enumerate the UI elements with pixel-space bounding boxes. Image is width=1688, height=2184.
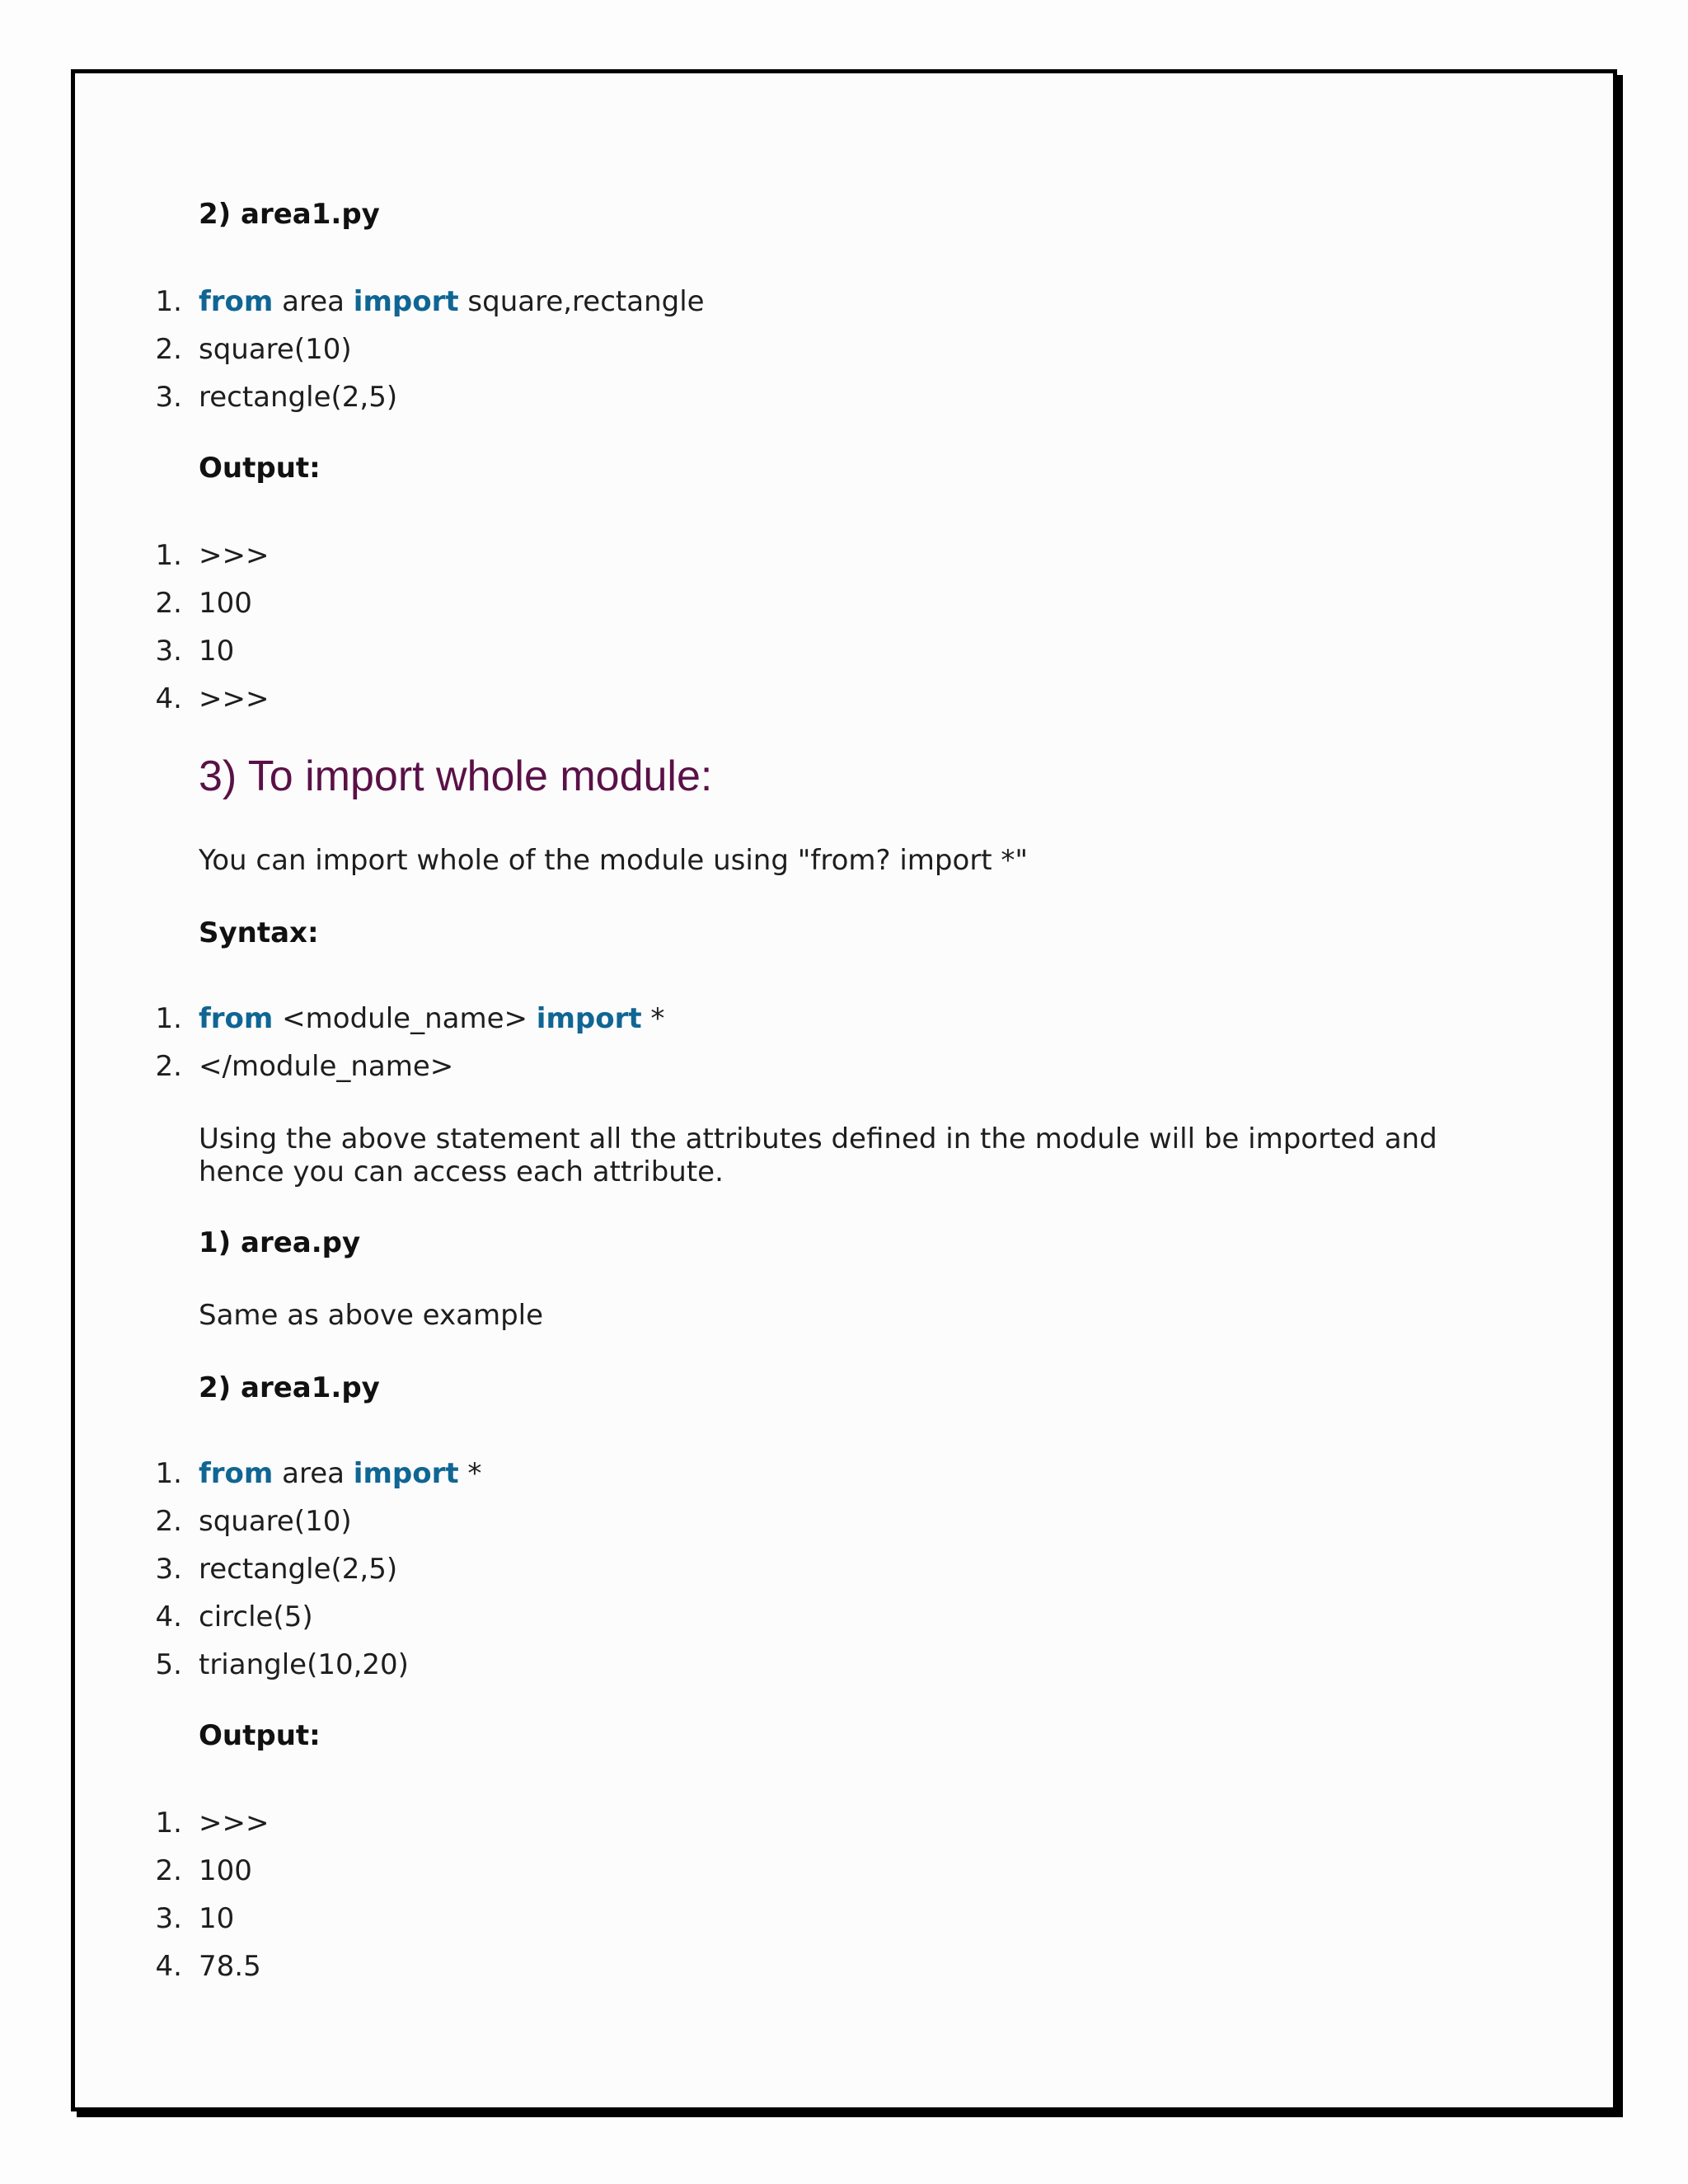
output-text: 78.5 <box>199 1950 261 1983</box>
line-number: 4. <box>155 1950 182 1983</box>
output-text: >>> <box>199 539 270 572</box>
line-number: 1. <box>155 539 182 572</box>
code-fragment: * <box>458 1457 482 1490</box>
output-text: 10 <box>199 635 235 668</box>
code-text <box>199 1457 481 1490</box>
line-number: 1. <box>155 1457 182 1490</box>
output-text: >>> <box>199 1807 270 1840</box>
intro-paragraph: You can import whole of the module using "from? import *" <box>199 844 1029 877</box>
output-label: Output: <box>199 1719 321 1752</box>
line-number: 2. <box>155 333 182 366</box>
page-frame <box>71 69 1617 2111</box>
line-number: 4. <box>155 1601 182 1633</box>
keyword: from <box>199 285 274 318</box>
file-heading-area1: 2) area1.py <box>199 1371 380 1404</box>
section-title: 3) To import whole module: <box>199 752 713 800</box>
code-text: triangle(10,20) <box>199 1648 409 1681</box>
code-text: square(10) <box>199 333 352 366</box>
keyword: import <box>353 285 459 318</box>
line-number: 2. <box>155 1050 182 1083</box>
code-text: square(10) <box>199 1505 352 1538</box>
code-text <box>199 285 705 318</box>
line-number: 1. <box>155 1807 182 1840</box>
file-heading-area: 1) area.py <box>199 1226 361 1259</box>
output-text: 10 <box>199 1902 235 1935</box>
keyword: from <box>199 1002 274 1035</box>
keyword: import <box>353 1457 459 1490</box>
code-text <box>199 1002 664 1035</box>
keyword: from <box>199 1457 274 1490</box>
syntax-label: Syntax: <box>199 916 319 949</box>
line-number: 1. <box>155 1002 182 1035</box>
code-text: </module_name> <box>199 1050 454 1083</box>
code-fragment: <module_name> <box>273 1002 537 1035</box>
output-label: Output: <box>199 452 321 485</box>
code-fragment: * <box>641 1002 665 1035</box>
line-number: 4. <box>155 682 182 715</box>
code-text: circle(5) <box>199 1601 313 1633</box>
line-number: 3. <box>155 1902 182 1935</box>
output-text: >>> <box>199 682 270 715</box>
code-fragment: square,rectangle <box>458 285 705 318</box>
line-number: 2. <box>155 1505 182 1538</box>
same-as-above-text: Same as above example <box>199 1299 544 1332</box>
code-fragment: area <box>273 1457 354 1490</box>
line-number: 2. <box>155 1854 182 1887</box>
file-heading-area1: 2) area1.py <box>199 198 380 231</box>
code-text: rectangle(2,5) <box>199 1553 398 1586</box>
line-number: 3. <box>155 635 182 668</box>
code-fragment: area <box>273 285 354 318</box>
line-number: 5. <box>155 1648 182 1681</box>
line-number: 2. <box>155 587 182 620</box>
output-text: 100 <box>199 587 252 620</box>
keyword: import <box>536 1002 642 1035</box>
explanation-paragraph: Using the above statement all the attributes defined in the module will be imported and hence you can access each attribute. <box>199 1122 1437 1188</box>
line-number: 3. <box>155 381 182 414</box>
line-number: 3. <box>155 1553 182 1586</box>
code-text: rectangle(2,5) <box>199 381 398 414</box>
output-text: 100 <box>199 1854 252 1887</box>
line-number: 1. <box>155 285 182 318</box>
